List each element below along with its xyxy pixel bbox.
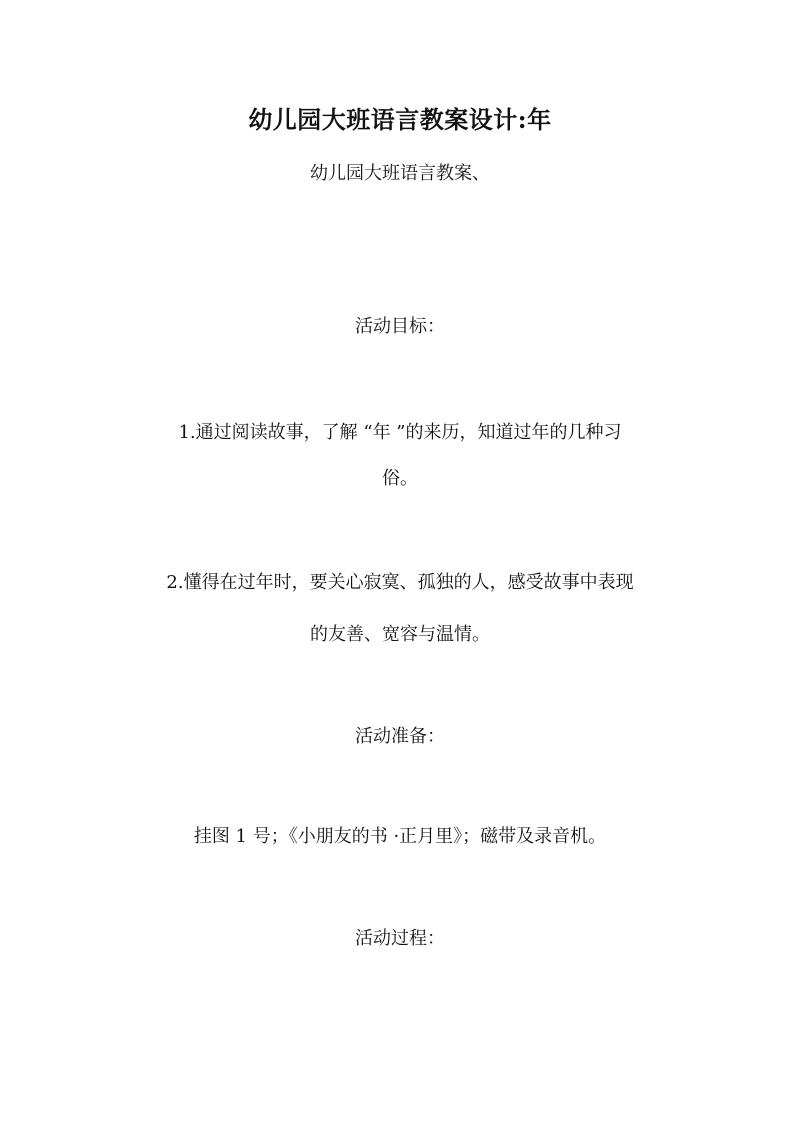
document-title: 幼儿园大班语言教案设计:年 — [248, 105, 552, 134]
goals-heading: 活动目标： — [355, 316, 445, 337]
goal-2-line-2: 的友善、宽容与温情。 — [310, 624, 490, 645]
process-heading: 活动过程： — [355, 928, 445, 949]
goal-1-line-2: 俗。 — [382, 468, 418, 489]
preparation-text: 挂图 1 号；《小朋友的书 ·正月里》；磁带及录音机。 — [193, 826, 607, 847]
goal-1-line-1: 1.通过阅读故事，了解 “年 ”的来历，知道过年的几种习 — [178, 422, 622, 443]
goal-2-line-1: 2.懂得在过年时，要关心寂寞、孤独的人，感受故事中表现 — [166, 572, 634, 593]
document-subtitle: 幼儿园大班语言教案、 — [310, 163, 490, 184]
preparation-heading: 活动准备： — [355, 726, 445, 747]
